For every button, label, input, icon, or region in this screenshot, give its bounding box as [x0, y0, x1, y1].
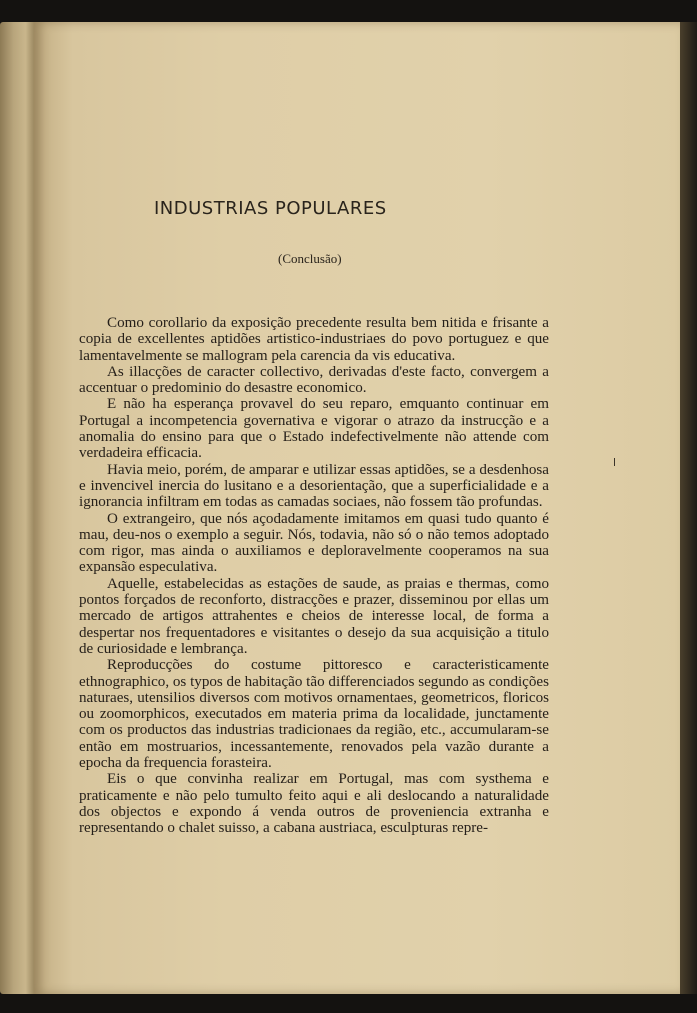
paragraph-2: As illacções de caracter collectivo, derivadas d'este facto, convergem a accentuar o predominio do desastre economico.	[79, 363, 549, 397]
book-page	[34, 22, 680, 994]
paragraph-5: O extrangeiro, que nós açodadamente imitamos em quasi tudo quanto é mau, deu-nos o exemplo a seguir. Nós, todavia, não só o não temos adoptado com rigor, mas ainda o auxiliamos e deploravelmente cooperamos na sua expansão especulativa.	[79, 510, 549, 576]
article-title: INDUSTRIAS POPULARES	[154, 198, 387, 219]
book-spine-shadow	[680, 22, 697, 994]
paragraph-7: Reproducções do costume pittoresco e caracteristicamente ethnographico, os typos de habitação tão differenciados segundo as condições naturaes, utensilios diversos com motivos ornamentaes, geometricos, floricos ou zoomorphicos, executados em materia prima da localidade, junctamente com os productos das industrias tradicionaes da região, etc., accumularam-se então em mostruarios, incessantemente, renovados pela vazão durante a epocha da frequencia forasteira.	[79, 657, 549, 772]
paragraph-6: Aquelle, estabelecidas as estações de saude, as praias e thermas, como pontos forçados de reconforto, distracções e prazer, disseminou por ellas um mercado de artigos attrahentes e cheios de interesse local, de forma a despertar nos frequentadores e visitantes o desejo da sua acquisição a titulo de curiosidade e lembrança.	[79, 575, 549, 657]
article-subtitle: (Conclusão)	[278, 251, 342, 266]
article-body	[79, 315, 549, 837]
facing-page-edge	[0, 22, 34, 994]
paragraph-1: Como corollario da exposição precedente resulta bem nitida e frisante a copia de excellentes aptidões artistico-industriaes do povo portuguez e que lamentavelmente se mallogram pela carencia da vis educativa.	[79, 315, 549, 364]
paragraph-4: Havia meio, porém, de amparar e utilizar essas aptidões, se a desdenhosa e invencivel inercia do lusitano e a desorientação, que a superficialidade e a ignorancia infiltram em todas as camadas sociaes, não fossem tão profundas.	[79, 461, 549, 511]
paragraph-8: Eis o que convinha realizar em Portugal, mas com systhema e praticamente e não pelo tumulto feito aqui e ali deslocando a naturalidade dos objectos e expondo á venda outros de proveniencia extranha e representando o chalet suisso, a cabana austriaca, esculpturas repre-	[79, 771, 549, 837]
paragraph-3: E não ha esperança provavel do seu reparo, emquanto continuar em Portugal a incompetencia governativa e vigorar o atrazo da instrucção e a anomalia do ensino para que o Estado indefectivelmente não attende com verdadeira efficacia.	[79, 396, 549, 462]
margin-mark	[614, 458, 615, 466]
